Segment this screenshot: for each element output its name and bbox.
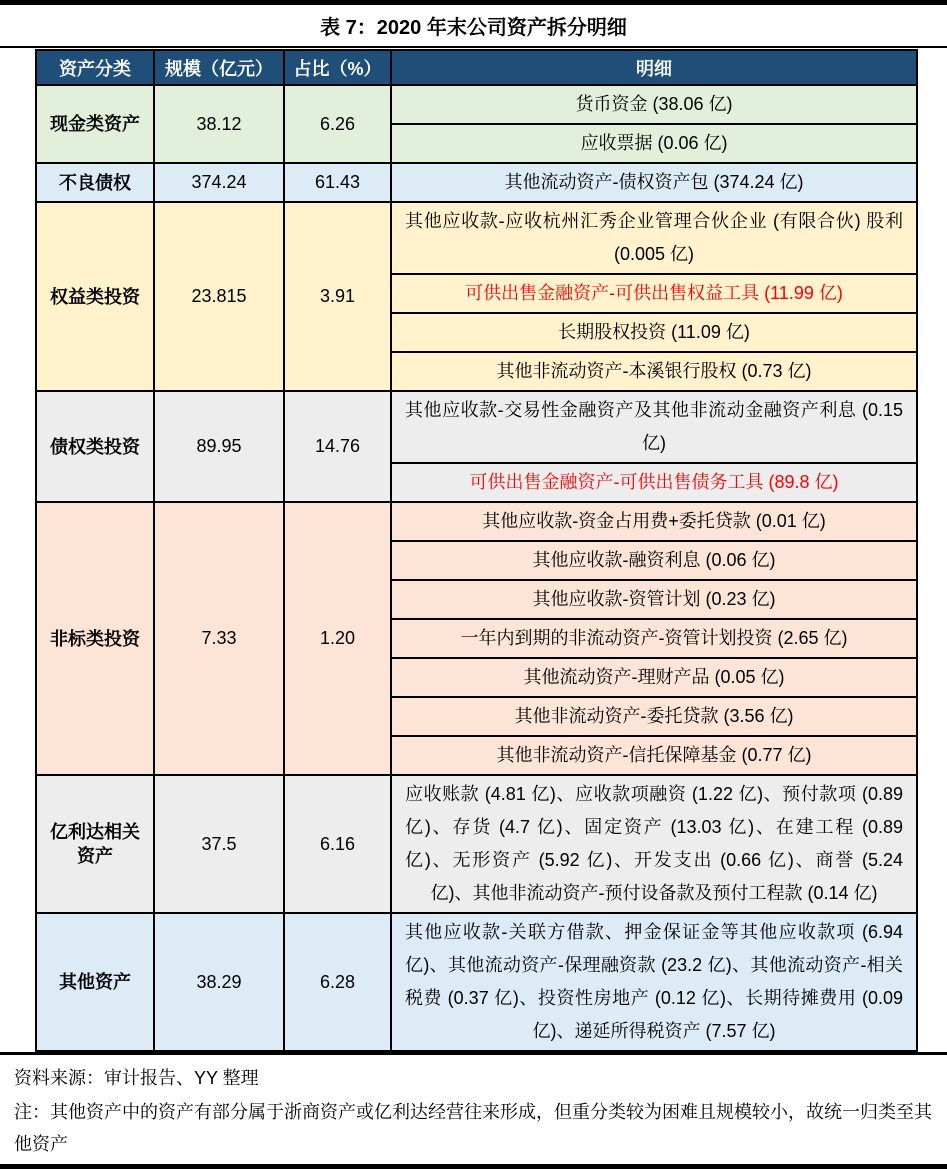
cell-detail: 其他应收款-资金占用费+委托贷款 (0.01 亿) <box>391 502 917 541</box>
source-note: 资料来源：审计报告、YY 整理 <box>14 1068 259 1088</box>
header-category: 资产分类 <box>36 50 154 85</box>
cell-detail: 应收票据 (0.06 亿) <box>391 124 917 163</box>
cell-detail: 货币资金 (38.06 亿) <box>391 85 917 124</box>
table-title: 表 7：2020 年末公司资产拆分明细 <box>320 17 627 39</box>
cell-share: 3.91 <box>284 202 391 391</box>
cell-detail: 应收账款 (4.81 亿)、应收款项融资 (1.22 亿)、预付款项 (0.89 亿)、存货 (4.7 亿)、固定资产 (13.03 亿)、在建工程 (0.89 亿)、无形资产 (5.92 亿)、开发支出 (0.66 亿)、商誉 (5.24 亿)、其他非流动资产-预付设备款及预付工程款 (0.14 亿) <box>391 775 917 913</box>
cell-scale: 38.12 <box>154 85 284 163</box>
cell-scale: 37.5 <box>154 775 284 913</box>
cell-scale: 89.95 <box>154 391 284 502</box>
cell-scale: 23.815 <box>154 202 284 391</box>
cell-detail: 其他非流动资产-委托贷款 (3.56 亿) <box>391 697 917 736</box>
cell-share: 6.16 <box>284 775 391 913</box>
cell-scale: 7.33 <box>154 502 284 775</box>
cell-category: 不良债权 <box>36 163 154 202</box>
cell-detail: 其他应收款-融资利息 (0.06 亿) <box>391 541 917 580</box>
footer <box>0 1055 947 1164</box>
cell-category: 债权类投资 <box>36 391 154 502</box>
cell-share: 6.28 <box>284 913 391 1051</box>
cell-detail-highlighted: 可供出售金融资产-可供出售权益工具 (11.99 亿) <box>391 274 917 313</box>
cell-detail: 其他应收款-关联方借款、押金保证金等其他应收款项 (6.94 亿)、其他流动资产-保理融资款 (23.2 亿)、其他流动资产-相关税费 (0.37 亿)、投资性房地产 (0.12 亿)、长期待摊费用 (0.09 亿)、递延所得税资产 (7.57 亿) <box>391 913 917 1051</box>
cell-category: 现金类资产 <box>36 85 154 163</box>
cell-detail: 一年内到期的非流动资产-资管计划投资 (2.65 亿) <box>391 619 917 658</box>
header-scale: 规模（亿元） <box>154 50 284 85</box>
cell-detail: 其他非流动资产-本溪银行股权 (0.73 亿) <box>391 352 917 391</box>
cell-detail: 其他流动资产-理财产品 (0.05 亿) <box>391 658 917 697</box>
table-row <box>36 502 917 541</box>
cell-category: 权益类投资 <box>36 202 154 391</box>
cell-share: 14.76 <box>284 391 391 502</box>
cell-detail: 长期股权投资 (11.09 亿) <box>391 313 917 352</box>
footnote: 注：其他资产中的资产有部分属于浙商资产或亿利达经营往来形成，但重分类较为困难且规模较小，故统一归类至其他资产 <box>14 1102 932 1154</box>
cell-scale: 374.24 <box>154 163 284 202</box>
table-row <box>36 391 917 463</box>
cell-detail: 其他流动资产-债权资产包 (374.24 亿) <box>391 163 917 202</box>
table-row <box>36 163 917 202</box>
cell-share: 6.26 <box>284 85 391 163</box>
bottom-rule <box>0 1164 947 1169</box>
cell-detail: 其他应收款-交易性金融资产及其他非流动金融资产利息 (0.15 亿) <box>391 391 917 463</box>
asset-breakdown-table <box>35 49 918 1052</box>
cell-detail: 其他非流动资产-信托保障基金 (0.77 亿) <box>391 736 917 775</box>
cell-detail: 其他应收款-应收杭州汇秀企业管理合伙企业 (有限合伙) 股利 (0.005 亿) <box>391 202 917 274</box>
table-row <box>36 85 917 124</box>
cell-category: 其他资产 <box>36 913 154 1051</box>
cell-detail: 其他应收款-资管计划 (0.23 亿) <box>391 580 917 619</box>
cell-scale: 38.29 <box>154 913 284 1051</box>
header-share: 占比（%） <box>284 50 391 85</box>
table-row <box>36 913 917 1051</box>
title-underline-rule <box>0 46 947 48</box>
header-row <box>36 50 917 85</box>
cell-share: 1.20 <box>284 502 391 775</box>
cell-share: 61.43 <box>284 163 391 202</box>
cell-category: 亿利达相关资产 <box>36 775 154 913</box>
table-row <box>36 202 917 274</box>
table-row <box>36 775 917 913</box>
cell-category: 非标类投资 <box>36 502 154 775</box>
cell-detail-highlighted: 可供出售金融资产-可供出售债务工具 (89.8 亿) <box>391 463 917 502</box>
header-detail: 明细 <box>391 50 917 85</box>
